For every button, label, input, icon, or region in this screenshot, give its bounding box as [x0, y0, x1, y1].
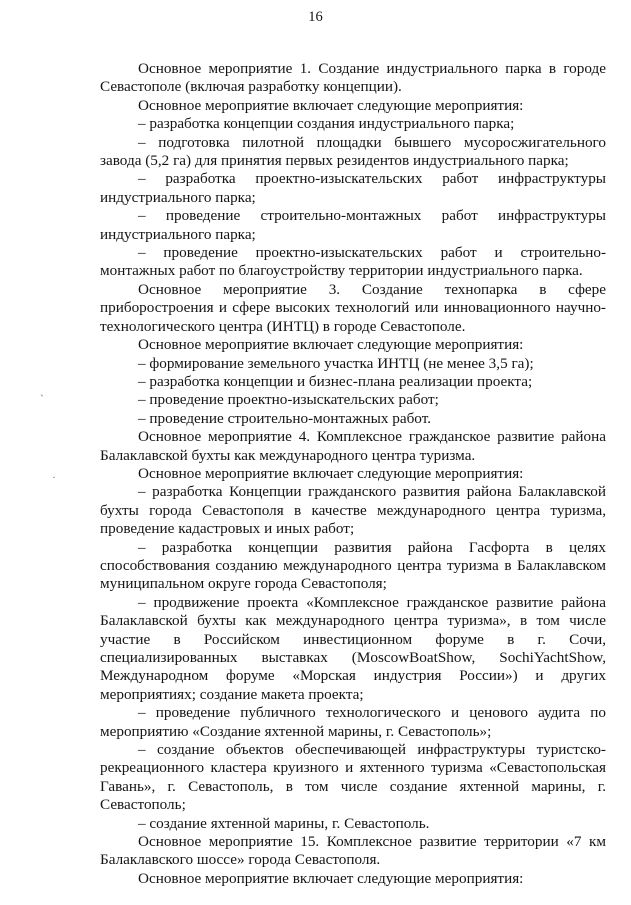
list-item: – подготовка пилотной площадки бывшего мусоросжигательного завода (5,2 га) для принятия первых резидентов индустриального парка; [100, 133, 606, 170]
list-item: – создание яхтенной марины, г. Севастополь. [138, 814, 430, 832]
intro-line: Основное мероприятие включает следующие мероприятия: [138, 96, 524, 114]
list-item: – разработка концепции и бизнес-плана реализации проекта; [138, 372, 533, 390]
list-item: – проведение строительно-монтажных работ инфраструктуры индустриального парка; [100, 207, 606, 243]
list-item: – разработка концепции развития района Гасфорта в целях способствования созданию международного центра туризма в Балаклавском муниципальном округе города Севастополя; [100, 538, 606, 593]
list-item: – проведение строительно-монтажных работ. [138, 409, 431, 427]
list-item: – проведение публичного технологического и ценового аудита по мероприятию «Создание яхтенной марины, г. Севастополь»; [100, 704, 606, 740]
list-item: – проведение проектно-изыскательских работ; [138, 391, 439, 409]
section-heading-4: Основное мероприятие 4. Комплексное гражданское развитие района Балаклавской бухты как международного центра туризма. [100, 428, 606, 464]
list-item: – разработка Концепции гражданского развития района Балаклавской бухты города Севастополя в качестве международного центра туризма, проведение кадастровых и иных работ; [100, 483, 606, 538]
list-item: – разработка проектно-изыскательских работ инфраструктуры индустриального парка; [100, 170, 606, 206]
list-item: – продвижение проекта «Комплексное гражданское развитие района Балаклавской бухты как международного центра туризма», в том числе участие в Российском инвестиционном форуме в г. Сочи, специализированных выставках (MoscowBoatShow, SochiYachtShow, Международном форуме «Морская индустрия России») и других мероприятиях; создание макета проекта; [100, 593, 606, 703]
intro-line: Основное мероприятие включает следующие мероприятия: [138, 336, 524, 354]
list-item: – формирование земельного участка ИНТЦ (не менее 3,5 га); [138, 354, 534, 372]
list-item: – проведение проектно-изыскательских работ и строительно-монтажных работ по благоустройству территории индустриального парка. [100, 244, 606, 280]
intro-line: Основное мероприятие включает следующие мероприятия: [138, 464, 524, 482]
list-item: – создание объектов обеспечивающей инфраструктуры туристско-рекреационного кластера круизного и яхтенного туризма «Севастопольская Гавань», г. Севастополь, в том числе создание яхтенной марины, г. Севастополь; [100, 741, 606, 814]
page-number: 16 [308, 9, 323, 25]
section-heading-1: Основное мероприятие 1. Создание индустриального парка в городе Севастополе (включая разработку концепции). [100, 60, 606, 96]
scan-mark: · [52, 470, 56, 484]
section-heading-15: Основное мероприятие 15. Комплексное развитие территории «7 км Балаклавского шоссе» города Севастополя. [100, 833, 606, 869]
section-heading-3: Основное мероприятие 3. Создание технопарка в сфере приборостроения и сфере высоких технологий или инновационного научно-технологического центра (ИНТЦ) в городе Севастополе. [100, 280, 606, 335]
document-body [100, 60, 606, 888]
list-item: – разработка концепции создания индустриального парка; [138, 115, 515, 133]
scan-mark: ˋ [40, 392, 44, 406]
intro-line: Основное мероприятие включает следующие мероприятия: [138, 869, 524, 887]
